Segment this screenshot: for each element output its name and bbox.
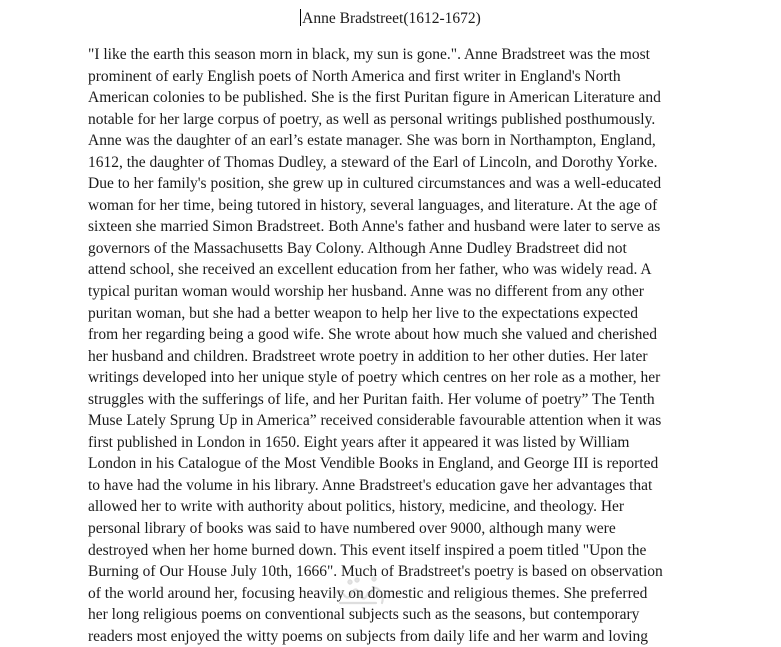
body-line: sixteen she married Simon Bradstreet. Both Anne's father and husband were later to serve as (88, 218, 661, 236)
body-line: notable for her large corpus of poetry, as well as personal writings published posthumously. (88, 110, 656, 128)
body-line: readers most enjoyed the witty poems on subjects from daily life and her warm and loving (88, 627, 649, 645)
body-line: her husband and children. Bradstreet wrote poetry in addition to her other duties. Her later (88, 347, 648, 365)
body-line: 1612, the daughter of Thomas Dudley, a steward of the Earl of Lincoln, and Dorothy Yorke. (88, 153, 658, 171)
body-line: attend school, she received an excellent education from her father, who was widely read. A (88, 261, 652, 279)
document-title[interactable]: Anne Bradstreet(1612-1672) (302, 10, 481, 27)
body-line: prominent of early English poets of North America and first writer in England's North (88, 67, 621, 85)
body-line: puritan woman, but she had a better weapon to help her live to the expectations expected (88, 304, 639, 322)
body-line: to have had the volume in his library. Anne Bradstreet's education gave her advantages that (88, 476, 653, 494)
body-line: Muse Lately Sprung Up in America” received considerable favourable attention when it was (88, 412, 662, 430)
body-line: struggles with the sufferings of life, and her Puritan faith. Her volume of poetry” The Tenth (88, 390, 655, 408)
body-line: Anne was the daughter of an earl’s estate manager. She was born in Northampton, England, (88, 132, 656, 150)
document-body[interactable] (88, 44, 708, 647)
document-title-line (0, 9, 781, 29)
body-line: American colonies to be published. She is the first Puritan figure in American Literature and (88, 89, 661, 107)
watermark-logo-icon (330, 573, 388, 609)
body-line: typical puritan woman would worship her husband. Anne was no different from any other (88, 283, 644, 301)
body-line: writings developed into her unique style of poetry which centres on her role as a mother, her (88, 369, 661, 387)
body-line: destroyed when her home burned down. This event itself inspired a poem titled "Upon the (88, 541, 647, 559)
body-line: woman for her time, being tutored in history, several languages, and literature. At the age of (88, 196, 658, 214)
body-line: Due to her family's position, she grew up in cultured circumstances and was a well-educated (88, 175, 662, 193)
body-line: her long religious poems on conventional subjects such as the seasons, but contemporary (88, 606, 640, 624)
body-line: governors of the Massachusetts Bay Colony. Although Anne Dudley Bradstreet did not (88, 239, 627, 257)
body-line: Burning of Our House July 10th, 1666". Much of Bradstreet's poetry is based on observation (88, 563, 663, 581)
body-line: "I like the earth this season morn in black, my sun is gone.". Anne Bradstreet was the most (88, 46, 650, 63)
body-line: allowed her to write with authority about politics, history, medicine, and theology. Her (88, 498, 625, 516)
body-line: personal library of books was said to have numbered over 9000, although many were (88, 520, 616, 538)
body-line: from her regarding being a good wife. She wrote about how much she valued and cherished (88, 326, 658, 344)
body-line: London in his Catalogue of the Most Vendible Books in England, and George III is reported (88, 455, 659, 473)
body-line: first published in London in 1650. Eight years after it appeared it was listed by William (88, 433, 630, 451)
body-line: of the world around her, focusing heavily on domestic and religious themes. She preferred (88, 584, 648, 602)
